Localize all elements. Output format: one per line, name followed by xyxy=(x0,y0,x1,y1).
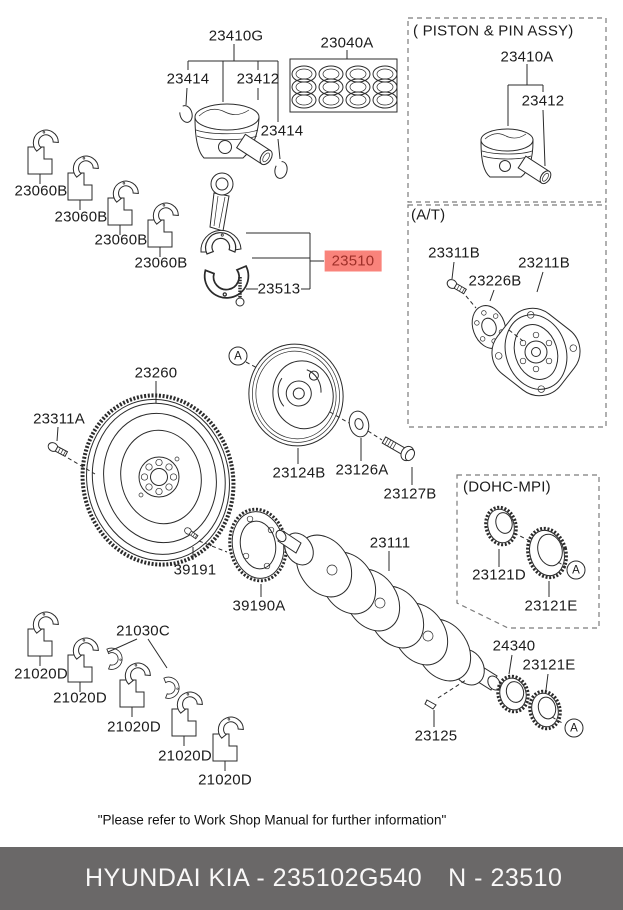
callout-23060B-2[interactable]: 23060B xyxy=(54,208,108,226)
callout-panel-piston-pin-title: ( PISTON & PIN ASSY) xyxy=(413,22,574,40)
view-marker-A-1: A xyxy=(229,347,248,366)
callout-23124B[interactable]: 23124B xyxy=(272,464,326,482)
callout-23311A[interactable]: 23311A xyxy=(33,410,85,428)
callout-21020D-4[interactable]: 21020D xyxy=(158,747,212,765)
callout-21030C[interactable]: 21030C xyxy=(116,622,170,640)
callout-23121D[interactable]: 23121D xyxy=(472,566,526,584)
callout-23260[interactable]: 23260 xyxy=(134,364,178,382)
view-marker-A-3: A xyxy=(565,719,584,738)
piston-ring-set-drawing xyxy=(290,59,397,112)
callout-24340[interactable]: 24340 xyxy=(492,637,536,655)
view-marker-A-2: A xyxy=(567,561,586,580)
panel-piston-drawing xyxy=(481,129,553,186)
callout-23510[interactable]: 23510 xyxy=(325,251,382,272)
callout-21020D-3[interactable]: 21020D xyxy=(107,718,161,736)
callout-panel-at-title: (A/T) xyxy=(411,206,446,224)
crankshaft-drawing xyxy=(274,525,503,709)
callout-23060B-1[interactable]: 23060B xyxy=(14,182,68,200)
connecting-rod-drawing xyxy=(201,173,249,306)
callout-21020D-1[interactable]: 21020D xyxy=(14,665,68,683)
callout-23060B-3[interactable]: 23060B xyxy=(94,231,148,249)
callout-23121E-b[interactable]: 23121E xyxy=(522,656,576,674)
callout-23125[interactable]: 23125 xyxy=(414,727,458,745)
callout-23412-a[interactable]: 23412 xyxy=(236,70,280,88)
callout-23040A[interactable]: 23040A xyxy=(320,34,374,52)
callout-23311B[interactable]: 23311B xyxy=(428,244,480,262)
footer-bar xyxy=(0,847,623,910)
callout-23414-a[interactable]: 23414 xyxy=(166,70,210,88)
callout-23410G[interactable]: 23410G xyxy=(208,27,264,45)
callout-23127B[interactable]: 23127B xyxy=(383,485,437,503)
callout-23412-b[interactable]: 23412 xyxy=(521,92,565,110)
callout-23121E-a[interactable]: 23121E xyxy=(524,597,578,615)
pulley-drawing xyxy=(241,337,351,454)
pulley-bolt-drawing xyxy=(380,434,417,464)
callout-23211B[interactable]: 23211B xyxy=(518,254,570,272)
callout-23060B-4[interactable]: 23060B xyxy=(134,254,188,272)
callout-39191[interactable]: 39191 xyxy=(173,561,217,579)
callout-23111[interactable]: 23111 xyxy=(369,534,411,552)
callout-23226B[interactable]: 23226B xyxy=(468,272,522,290)
pulley-washer-drawing xyxy=(346,409,371,439)
footer-note: "Please refer to Work Shop Manual for further information" xyxy=(97,812,447,828)
callout-panel-dohc-title: (DOHC-MPI) xyxy=(463,478,551,496)
footer-bar-part-code: HYUNDAI KIA - 235102G540 xyxy=(85,864,423,892)
flywheel-bolt-drawing xyxy=(47,441,69,458)
flywheel-drawing xyxy=(67,381,249,578)
crank-sprockets-drawing xyxy=(494,673,565,733)
callout-39190A[interactable]: 39190A xyxy=(232,597,286,615)
callout-23410A[interactable]: 23410A xyxy=(500,48,554,66)
callout-23513[interactable]: 23513 xyxy=(257,280,301,298)
piston-drawing xyxy=(178,104,289,180)
callout-23414-b[interactable]: 23414 xyxy=(260,122,304,140)
callout-23126A[interactable]: 23126A xyxy=(335,461,389,479)
callout-21020D-2[interactable]: 21020D xyxy=(53,689,107,707)
footer-bar-ref-number: N - 23510 xyxy=(448,864,563,892)
callout-21020D-5[interactable]: 21020D xyxy=(198,771,252,789)
